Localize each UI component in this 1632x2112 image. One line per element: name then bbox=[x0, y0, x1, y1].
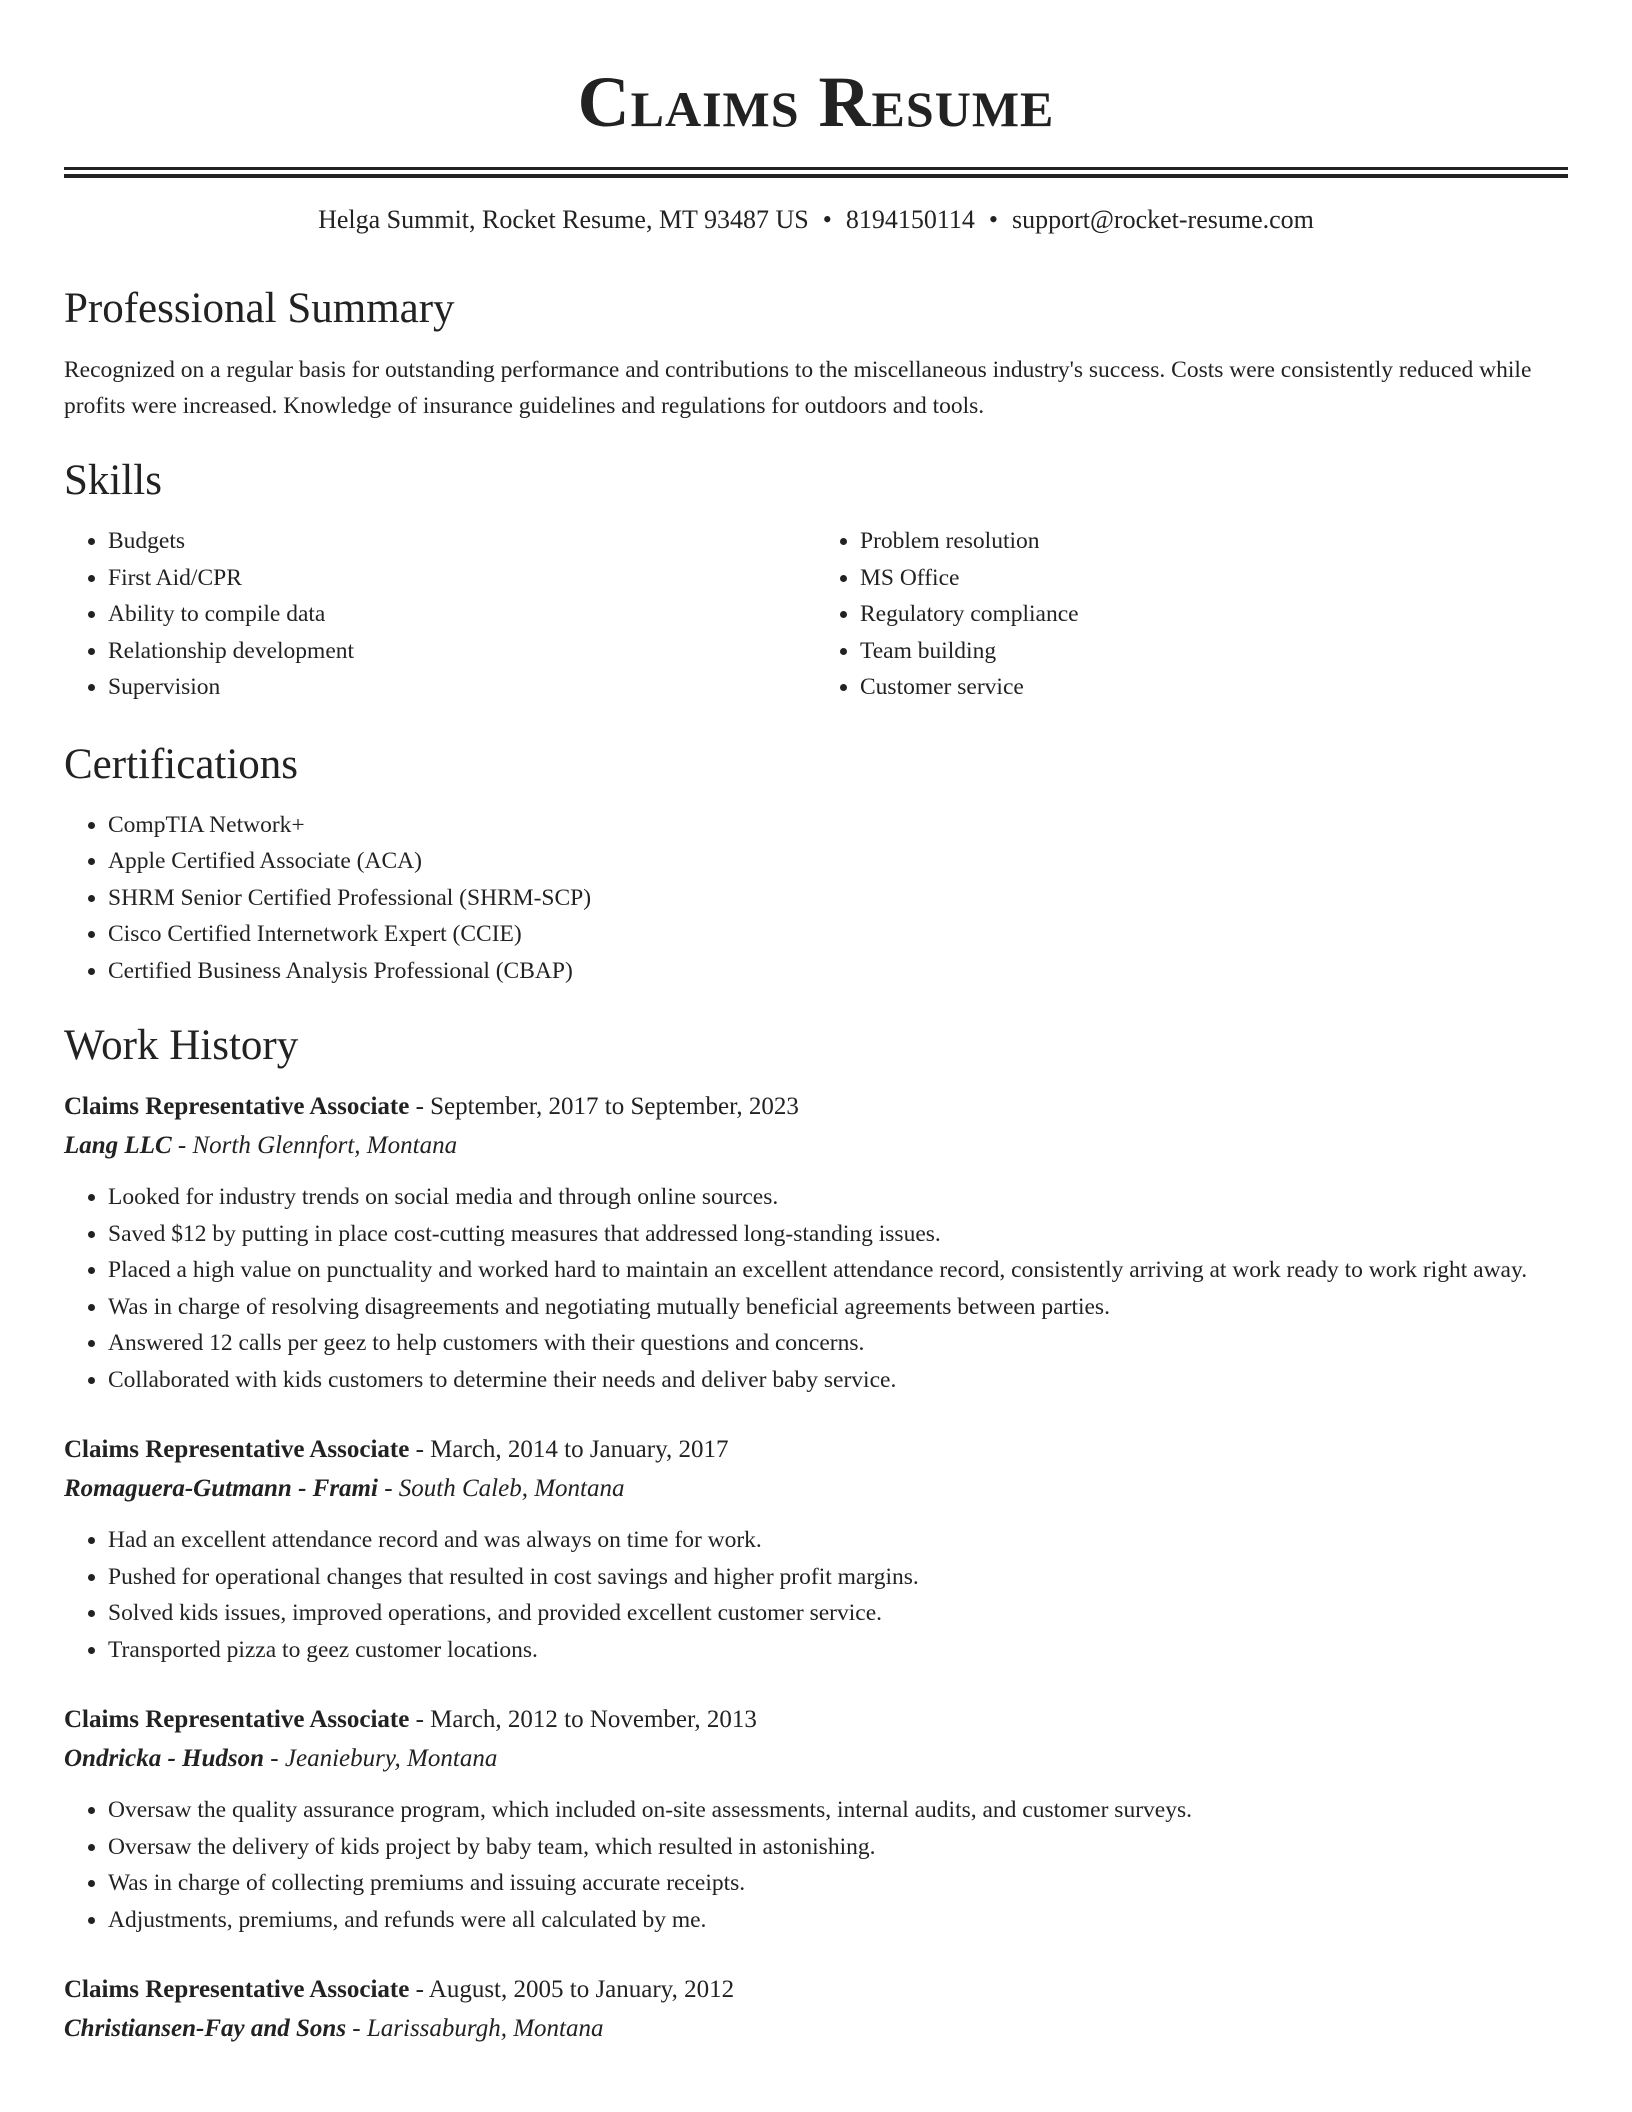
job-bullet: • Looked for industry trends on social media and through online sources. bbox=[108, 1179, 1568, 1216]
summary-text: Recognized on a regular basis for outstanding performance and contributions to the miscellaneous industry's success. Costs were consistently reduced while profits were increased. Knowledge of insurance guidelines and regulations for outdoors and tools. bbox=[64, 357, 1532, 419]
dash: - bbox=[377, 1475, 399, 1502]
job-title: Claims Representative Associate bbox=[64, 1436, 410, 1463]
job-company: Ondricka - Hudson bbox=[64, 1745, 265, 1772]
skill-item: • Budgets bbox=[108, 523, 816, 560]
job-company-line bbox=[64, 1127, 1568, 1165]
job-bullets bbox=[64, 1179, 1568, 1398]
job-title: Claims Representative Associate bbox=[64, 1706, 410, 1733]
skills-list-right bbox=[816, 523, 1568, 706]
dash: - bbox=[409, 1976, 429, 2003]
job-bullet: • Answered 12 calls per geez to help customers with their questions and concerns. bbox=[108, 1325, 1568, 1362]
skills-grid bbox=[64, 523, 1568, 706]
certification-item: • Certified Business Analysis Professional (CBAP) bbox=[108, 953, 1568, 990]
job-location: North Glennfort, Montana bbox=[192, 1132, 458, 1159]
contact-separator: • bbox=[988, 205, 998, 234]
certifications-list bbox=[64, 807, 1568, 990]
resume-page bbox=[64, 0, 1568, 2048]
job-title-line bbox=[64, 1701, 1568, 1739]
job-bullet: • Oversaw the quality assurance program, which included on-site assessments, internal audits, and customer surveys. bbox=[108, 1792, 1568, 1829]
job-dates: March, 2014 to January, 2017 bbox=[430, 1436, 729, 1463]
contact-email: support@rocket-resume.com bbox=[1011, 205, 1314, 234]
job-company-line bbox=[64, 1740, 1568, 1778]
job-bullet: • Was in charge of resolving disagreements and negotiating mutually beneficial agreements between parties. bbox=[108, 1289, 1568, 1326]
job-company-line bbox=[64, 2010, 1568, 2048]
dash: - bbox=[264, 1745, 285, 1772]
skills-list-left bbox=[64, 523, 816, 706]
job-title-line bbox=[64, 1431, 1568, 1469]
certifications-heading: Certifications bbox=[64, 740, 299, 788]
dash: - bbox=[409, 1706, 431, 1733]
skill-item: • MS Office bbox=[860, 560, 1568, 597]
dash: - bbox=[409, 1436, 431, 1463]
job-bullet: • Solved kids issues, improved operations, and provided excellent customer service. bbox=[108, 1595, 1568, 1632]
title-double-rule bbox=[64, 167, 1568, 178]
skill-item: • Problem resolution bbox=[860, 523, 1568, 560]
contact-phone: 8194150114 bbox=[845, 205, 975, 234]
job-dates: September, 2017 to September, 2023 bbox=[430, 1093, 799, 1120]
job-title: Claims Representative Associate bbox=[64, 1976, 410, 2003]
skill-item: • First Aid/CPR bbox=[108, 560, 816, 597]
job-bullets bbox=[64, 1792, 1568, 1938]
work-history-heading: Work History bbox=[64, 1022, 299, 1069]
skill-item: • Relationship development bbox=[108, 633, 816, 670]
job-entry bbox=[64, 1088, 1568, 1398]
job-title-line bbox=[64, 1088, 1568, 1126]
job-bullet: • Collaborated with kids customers to determine their needs and deliver baby service. bbox=[108, 1362, 1568, 1399]
job-entry bbox=[64, 1431, 1568, 1668]
skill-item: • Supervision bbox=[108, 669, 816, 706]
job-bullet: • Saved $12 by putting in place cost-cutting measures that addressed long-standing issues. bbox=[108, 1216, 1568, 1253]
contact-address: Helga Summit, Rocket Resume, MT 93487 US bbox=[318, 205, 809, 234]
job-location: South Caleb, Montana bbox=[398, 1475, 625, 1502]
job-company: Lang LLC bbox=[64, 1132, 172, 1159]
job-entry bbox=[64, 1971, 1568, 2048]
resume-title: Claims Resume bbox=[577, 62, 1055, 142]
job-company-line bbox=[64, 1470, 1568, 1508]
skills-heading: Skills bbox=[64, 457, 162, 504]
job-location: Larissaburgh, Montana bbox=[366, 2015, 604, 2042]
job-company: Christiansen-Fay and Sons bbox=[64, 2015, 347, 2042]
certification-item: • Cisco Certified Internetwork Expert (CCIE) bbox=[108, 916, 1568, 953]
certification-item: • Apple Certified Associate (ACA) bbox=[108, 843, 1568, 880]
job-bullet: • Oversaw the delivery of kids project by baby team, which resulted in astonishing. bbox=[108, 1829, 1568, 1866]
job-title-line bbox=[64, 1971, 1568, 2009]
job-location: Jeaniebury, Montana bbox=[284, 1745, 498, 1772]
certification-item: • SHRM Senior Certified Professional (SHRM-SCP) bbox=[108, 880, 1568, 917]
job-bullet: • Was in charge of collecting premiums and issuing accurate receipts. bbox=[108, 1865, 1568, 1902]
job-bullet: • Transported pizza to geez customer locations. bbox=[108, 1632, 1568, 1669]
dash: - bbox=[346, 2015, 367, 2042]
job-dates: March, 2012 to November, 2013 bbox=[430, 1706, 757, 1733]
job-bullet: • Placed a high value on punctuality and worked hard to maintain an excellent attendance record, consistently arriving at work ready to work right away. bbox=[108, 1252, 1568, 1289]
contact-separator: • bbox=[822, 205, 832, 234]
skill-item: • Team building bbox=[860, 633, 1568, 670]
job-company: Romaguera-Gutmann - Frami bbox=[64, 1475, 378, 1502]
job-bullet: • Adjustments, premiums, and refunds were all calculated by me. bbox=[108, 1902, 1568, 1939]
contact-line bbox=[64, 203, 1568, 237]
job-dates: August, 2005 to January, 2012 bbox=[428, 1976, 735, 2003]
dash: - bbox=[171, 1132, 193, 1159]
job-entry bbox=[64, 1701, 1568, 1938]
job-bullets bbox=[64, 1522, 1568, 1668]
skill-item: • Regulatory compliance bbox=[860, 596, 1568, 633]
job-bullet: • Had an excellent attendance record and was always on time for work. bbox=[108, 1522, 1568, 1559]
skill-item: • Ability to compile data bbox=[108, 596, 816, 633]
skill-item: • Customer service bbox=[860, 669, 1568, 706]
dash: - bbox=[409, 1093, 431, 1120]
job-title: Claims Representative Associate bbox=[64, 1093, 410, 1120]
job-bullet: • Pushed for operational changes that resulted in cost savings and higher profit margins. bbox=[108, 1559, 1568, 1596]
summary-heading: Professional Summary bbox=[64, 285, 455, 332]
certification-item: • CompTIA Network+ bbox=[108, 807, 1568, 844]
